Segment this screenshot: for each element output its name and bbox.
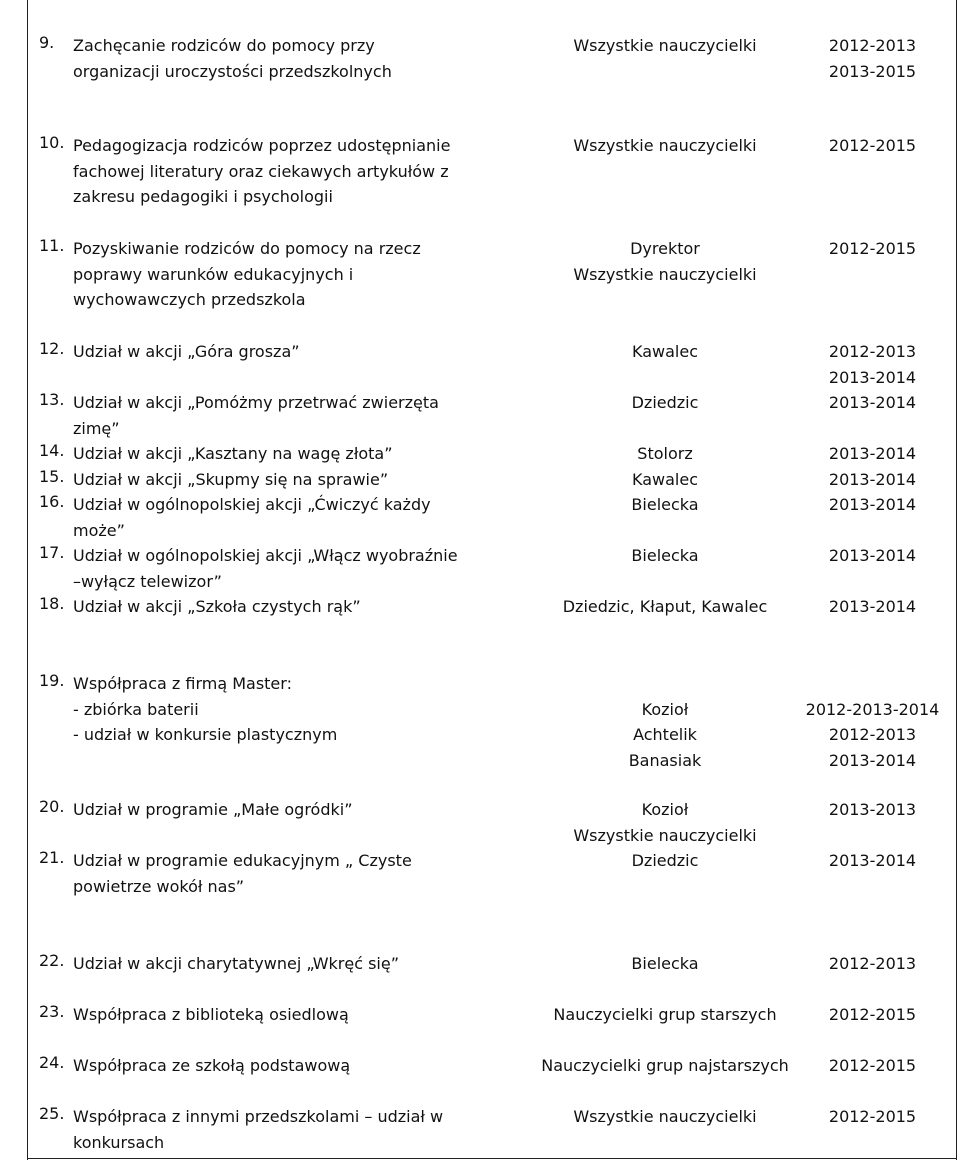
responsible-person: Bielecka: [631, 495, 699, 514]
task-text: Udział w akcji charytatywnej „Wkręć się”: [73, 954, 399, 973]
task-text: Współpraca ze szkołą podstawową: [73, 1056, 351, 1075]
table-border-left: [27, 0, 28, 1160]
table-border-right: [956, 0, 957, 1160]
row-number: 15.: [39, 467, 65, 486]
date-range: 2012-2013: [828, 954, 917, 973]
date-range: 2012-2015: [828, 239, 917, 258]
row-number: 22.: [39, 951, 65, 970]
date-range: 2012-2013 2013-2014: [828, 342, 917, 387]
date-range: 2013-2014: [828, 470, 917, 489]
row-number: 12.: [39, 339, 65, 358]
responsible-person: Kozioł Achtelik Banasiak: [628, 699, 702, 770]
task-text: Udział w akcji „Skupmy się na sprawie”: [73, 470, 389, 489]
date-range: 2013-2014: [828, 546, 917, 565]
responsible-person: Dyrektor Wszystkie nauczycielki: [573, 239, 757, 284]
date-range: 2013-2014: [828, 851, 917, 870]
responsible-person: Kawalec: [632, 342, 698, 361]
date-range: 2012-2013-2014 2012-2013 2013-2014: [805, 699, 940, 770]
date-range: 2013-2014: [828, 495, 917, 514]
date-range: 2012-2015: [828, 1056, 917, 1075]
responsible-person: Bielecka: [631, 546, 699, 565]
responsible-person: Dziedzic: [631, 393, 699, 412]
row-number: 17.: [39, 543, 65, 562]
date-range: 2012-2015: [828, 136, 917, 155]
responsible-person: Dziedzic, Kłaput, Kawalec: [562, 597, 768, 616]
row-number: 11.: [39, 236, 65, 255]
responsible-person: Nauczycielki grup najstarszych: [541, 1056, 789, 1075]
date-range: 2013-2014: [828, 393, 917, 412]
responsible-person: Bielecka: [631, 954, 699, 973]
responsible-person: Wszystkie nauczycielki: [573, 136, 757, 155]
date-range: 2012-2015: [828, 1107, 917, 1126]
task-text: Udział w ogólnopolskiej akcji „Ćwiczyć każdy może”: [73, 495, 431, 540]
row-number: 10.: [39, 133, 65, 152]
responsible-person: Kozioł Wszystkie nauczycielki: [573, 800, 757, 845]
row-number: 18.: [39, 594, 65, 613]
task-text: Zachęcanie rodziców do pomocy przy organizacji uroczystości przedszkolnych: [73, 36, 392, 81]
task-text: Udział w programie edukacyjnym „ Czyste powietrze wokół nas”: [73, 851, 412, 896]
task-text: Współpraca z biblioteką osiedlową: [73, 1005, 349, 1024]
row-number: 19.: [39, 671, 65, 690]
table-border-bottom: [27, 1158, 956, 1159]
responsible-person: Wszystkie nauczycielki: [573, 1107, 757, 1126]
date-range: 2013-2013: [828, 800, 917, 819]
date-range: 2013-2014: [828, 444, 917, 463]
task-text: Udział w akcji „Góra grosza”: [73, 342, 300, 361]
responsible-person: Dziedzic: [631, 851, 699, 870]
task-text: Współpraca z firmą Master: - zbiórka baterii - udział w konkursie plastycznym: [73, 674, 338, 745]
row-number: 21.: [39, 848, 65, 867]
responsible-person: Stolorz: [637, 444, 693, 463]
row-number: 16.: [39, 492, 65, 511]
task-text: Udział w ogólnopolskiej akcji „Włącz wyobraźnie –wyłącz telewizor”: [73, 546, 458, 591]
task-text: Udział w akcji „Szkoła czystych rąk”: [73, 597, 361, 616]
row-number: 24.: [39, 1053, 65, 1072]
row-number: 23.: [39, 1002, 65, 1021]
task-text: Pedagogizacja rodziców poprzez udostępnianie fachowej literatury oraz ciekawych artykułów z zakresu pedagogiki i psychologii: [73, 136, 451, 207]
date-range: 2012-2013 2013-2015: [828, 36, 917, 81]
row-number: 9.: [39, 33, 55, 52]
responsible-person: Nauczycielki grup starszych: [553, 1005, 777, 1024]
row-number: 25.: [39, 1104, 65, 1123]
row-number: 20.: [39, 797, 65, 816]
row-number: 13.: [39, 390, 65, 409]
responsible-person: Wszystkie nauczycielki: [573, 36, 757, 55]
date-range: 2013-2014: [828, 597, 917, 616]
task-text: Udział w akcji „Pomóżmy przetrwać zwierzęta zimę”: [73, 393, 439, 438]
task-text: Współpraca z innymi przedszkolami – udział w konkursach: [73, 1107, 444, 1152]
task-text: Pozyskiwanie rodziców do pomocy na rzecz poprawy warunków edukacyjnych i wychowawczych przedszkola: [73, 239, 421, 310]
date-range: 2012-2015: [828, 1005, 917, 1024]
responsible-person: Kawalec: [632, 470, 698, 489]
row-number: 14.: [39, 441, 65, 460]
task-text: Udział w programie „Małe ogródki”: [73, 800, 353, 819]
task-text: Udział w akcji „Kasztany na wagę złota”: [73, 444, 393, 463]
